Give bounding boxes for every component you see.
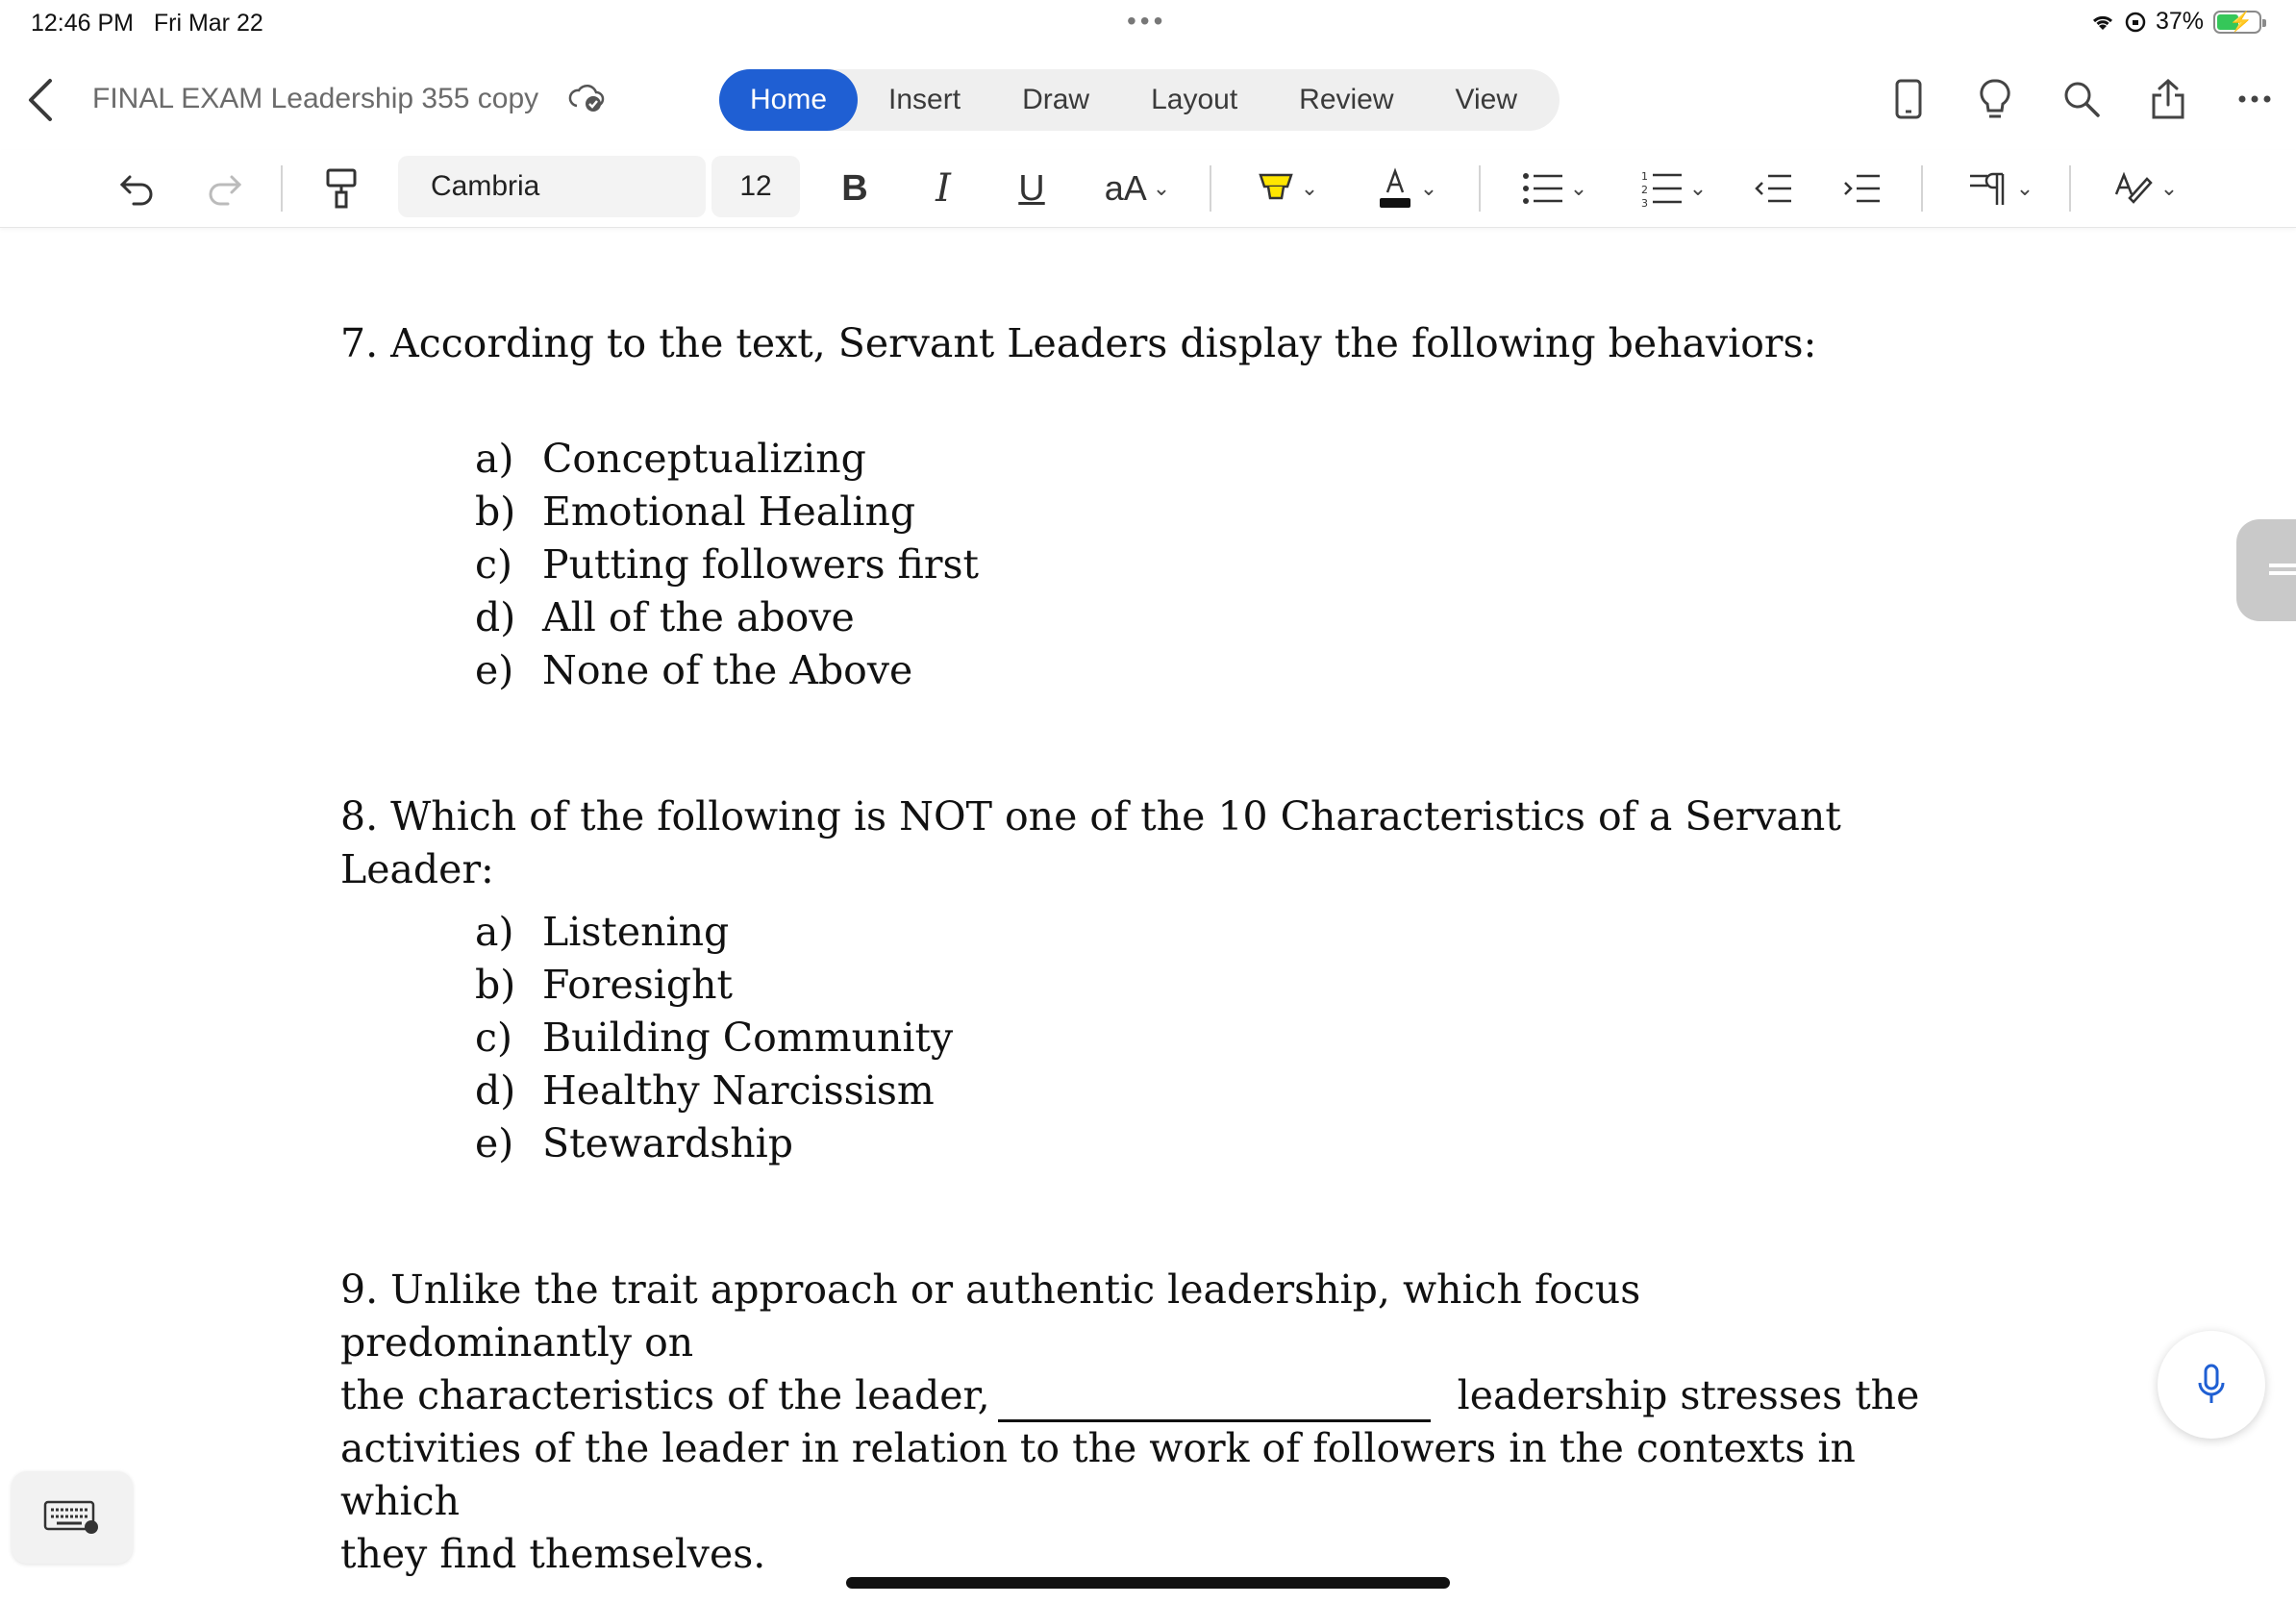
svg-text:1: 1 <box>1640 170 1648 183</box>
list-item: d) Healthy Narcissism <box>475 1067 935 1114</box>
undo-icon[interactable] <box>113 160 162 217</box>
chevron-down-icon: ⌄ <box>1152 176 1171 200</box>
styles-pen-icon <box>2112 169 2155 208</box>
tab-layout[interactable]: Layout <box>1151 84 1238 115</box>
font-color-icon <box>1376 167 1414 210</box>
font-family-field[interactable]: Cambria <box>398 156 706 217</box>
status-time: 12:46 PM Fri Mar 22 <box>31 10 263 37</box>
bold-button[interactable]: B <box>841 167 868 209</box>
back-chevron-icon[interactable] <box>19 75 63 125</box>
increase-indent-icon[interactable] <box>1838 160 1886 217</box>
tab-draw[interactable]: Draw <box>1022 84 1090 115</box>
list-item: e) Stewardship <box>475 1120 794 1166</box>
battery-icon: ⚡ <box>2213 11 2261 34</box>
battery-percent: 37% <box>2155 8 2204 35</box>
question-8: 8. Which of the following is NOT one of the 10 Characteristics of a Servant Leader: <box>340 793 1841 892</box>
tab-insert[interactable]: Insert <box>888 84 961 115</box>
highlighter-icon <box>1257 169 1295 208</box>
list-item: c) Putting followers first <box>475 541 980 588</box>
italic-button[interactable]: I <box>936 166 951 211</box>
bullets-button[interactable]: ⌄ <box>1511 160 1598 217</box>
svg-text:3: 3 <box>1640 197 1648 208</box>
status-right <box>2090 8 2261 36</box>
title-bar <box>0 58 2296 142</box>
header-actions <box>1886 75 2277 123</box>
format-painter-icon[interactable] <box>317 160 365 217</box>
question-8-options <box>475 906 953 1170</box>
question-7: 7. According to the text, Servant Leaders display the following behaviors: <box>340 320 1817 366</box>
font-size-field[interactable]: 12 <box>711 156 800 217</box>
tab-review[interactable]: Review <box>1299 84 1394 115</box>
font-color-button[interactable]: ⌄ <box>1363 160 1450 217</box>
decrease-indent-icon[interactable] <box>1750 160 1798 217</box>
list-item: e) None of the Above <box>475 647 913 693</box>
document-title[interactable]: FINAL EXAM Leadership 355 copy <box>92 83 539 114</box>
more-options-icon[interactable] <box>2233 75 2277 123</box>
numbering-button[interactable]: 1 2 3 ⌄ <box>1640 170 1708 208</box>
tab-home[interactable]: Home <box>719 69 858 131</box>
keyboard-icon <box>43 1500 101 1535</box>
list-item: b) Foresight <box>475 962 734 1008</box>
numbered-list-icon <box>1641 169 1684 208</box>
mobile-view-icon[interactable] <box>1886 75 1931 123</box>
list-item: a) Conceptualizing <box>475 436 866 482</box>
underline-button[interactable]: U <box>1018 167 1045 209</box>
scroll-handle[interactable] <box>2236 519 2296 621</box>
paragraph-button[interactable]: ⌄ <box>1958 160 2044 217</box>
dictate-button[interactable] <box>2158 1331 2265 1439</box>
font-size-menu[interactable] <box>1094 160 1181 217</box>
paragraph-icon <box>1968 170 2010 207</box>
list-item: c) Building Community <box>475 1015 954 1061</box>
search-icon[interactable] <box>2059 75 2104 123</box>
answer-blank[interactable] <box>998 1381 1431 1422</box>
home-indicator <box>846 1577 1450 1589</box>
list-item: d) All of the above <box>475 594 855 640</box>
wifi-icon <box>2090 13 2115 32</box>
question-7-options <box>475 433 979 697</box>
question-9: 9. Unlike the trait approach or authentic leadership, which focus predominantly on the characteristics of the leader, leadership stresses the activities of the leader in relation to the work of followers in the contexts in which they find themselves. <box>340 1266 1920 1577</box>
orientation-lock-icon <box>2125 12 2146 33</box>
share-icon[interactable] <box>2146 75 2190 123</box>
keyboard-toggle-button[interactable] <box>12 1471 133 1564</box>
font-size-menu-label: aA <box>1104 168 1147 208</box>
svg-text:2: 2 <box>1640 184 1648 196</box>
ribbon-tabs <box>719 69 1560 131</box>
list-item: b) Emotional Healing <box>475 489 916 535</box>
microphone-icon <box>2195 1363 2228 1407</box>
home-ribbon <box>0 150 2296 228</box>
status-bar <box>0 0 2296 46</box>
redo-icon[interactable] <box>200 160 248 217</box>
bullet-list-icon <box>1522 171 1564 206</box>
tab-view[interactable]: View <box>1455 84 1518 115</box>
styles-button[interactable]: ⌄ <box>2102 160 2188 217</box>
highlight-color-button[interactable]: ⌄ <box>1244 160 1331 217</box>
lightbulb-icon[interactable] <box>1973 75 2017 123</box>
list-item: a) Listening <box>475 909 730 955</box>
cloud-sync-icon[interactable] <box>567 81 606 115</box>
multitasking-dots[interactable]: ••• <box>1127 6 1167 36</box>
